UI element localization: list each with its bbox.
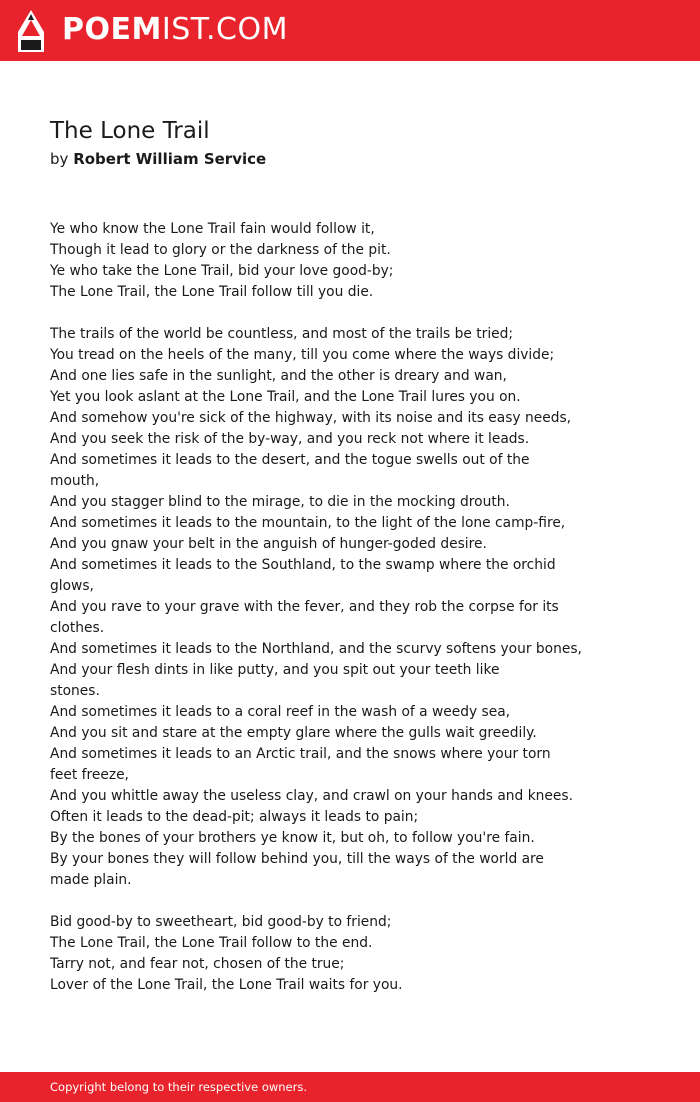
poem-line: Yet you look aslant at the Lone Trail, and the Lone Trail lures you on. — [50, 389, 521, 405]
poem-line: And one lies safe in the sunlight, and the other is dreary and wan, — [50, 368, 507, 384]
site-footer — [0, 1072, 700, 1102]
poem-line: glows, — [50, 578, 94, 594]
poem-line: Lover of the Lone Trail, the Lone Trail waits for you. — [50, 977, 403, 993]
poem-line: And sometimes it leads to the Southland, to the swamp where the orchid — [50, 557, 556, 573]
poem-line: And you gnaw your belt in the anguish of hunger-goded desire. — [50, 536, 487, 552]
poem-line: And sometimes it leads to a coral reef in the wash of a weedy sea, — [50, 704, 511, 720]
poem-line: By your bones they will follow behind you, till the ways of the world are — [50, 851, 544, 867]
byline — [50, 149, 266, 169]
poem-line: By the bones of your brothers ye know it, but oh, to follow you're fain. — [50, 830, 535, 846]
by-label: by — [50, 150, 69, 168]
poem-line: feet freeze, — [50, 767, 129, 783]
poem-line: And you whittle away the useless clay, and crawl on your hands and knees. — [50, 788, 573, 804]
poem-line: The trails of the world be countless, and most of the trails be tried; — [50, 326, 514, 342]
poem-line: mouth, — [50, 473, 100, 489]
poem-line: The Lone Trail, the Lone Trail follow to the end. — [50, 935, 373, 951]
author-name: Robert William Service — [73, 150, 267, 168]
poem-line: Ye who take the Lone Trail, bid your love good-by; — [50, 263, 394, 279]
poem-line: Bid good-by to sweetheart, bid good-by to friend; — [50, 914, 392, 930]
brand-bold-text: POEM — [62, 12, 162, 47]
copyright-text: Copyright belong to their respective owners. — [50, 1080, 308, 1094]
poem-line: And sometimes it leads to an Arctic trail, and the snows where your torn — [50, 746, 551, 762]
site-header — [0, 0, 700, 61]
poem-line: Though it lead to glory or the darkness of the pit. — [50, 242, 391, 258]
poem-line: stones. — [50, 683, 100, 699]
brand-light-text: IST.COM — [161, 12, 288, 47]
pencil-tip-icon — [18, 10, 44, 52]
poem-line: Tarry not, and fear not, chosen of the true; — [50, 956, 345, 972]
poem-stanza — [50, 219, 650, 303]
poem-line: And sometimes it leads to the desert, and the togue swells out of the — [50, 452, 530, 468]
poem-line: And you stagger blind to the mirage, to die in the mocking drouth. — [50, 494, 510, 510]
poem-stanza — [50, 912, 650, 996]
poem-line: And somehow you're sick of the highway, with its noise and its easy needs, — [50, 410, 572, 426]
poem-title: The Lone Trail — [50, 118, 210, 144]
poem-line: Ye who know the Lone Trail fain would follow it, — [50, 221, 375, 237]
site-logo-link[interactable] — [62, 12, 288, 48]
poem-line: made plain. — [50, 872, 132, 888]
poem-line: And sometimes it leads to the mountain, to the light of the lone camp-fire, — [50, 515, 566, 531]
poem-line: The Lone Trail, the Lone Trail follow till you die. — [50, 284, 374, 300]
poem-line: And you seek the risk of the by-way, and you reck not where it leads. — [50, 431, 530, 447]
poem-stanza — [50, 324, 650, 891]
poem-line: You tread on the heels of the many, till you come where the ways divide; — [50, 347, 555, 363]
poem-body — [50, 219, 650, 1017]
poem-line: And your flesh dints in like putty, and you spit out your teeth like — [50, 662, 500, 678]
poem-line: And sometimes it leads to the Northland, and the scurvy softens your bones, — [50, 641, 582, 657]
poem-line: And you sit and stare at the empty glare where the gulls wait greedily. — [50, 725, 537, 741]
poem-line: clothes. — [50, 620, 105, 636]
poem-line: And you rave to your grave with the fever, and they rob the corpse for its — [50, 599, 559, 615]
poem-line: Often it leads to the dead-pit; always it leads to pain; — [50, 809, 419, 825]
